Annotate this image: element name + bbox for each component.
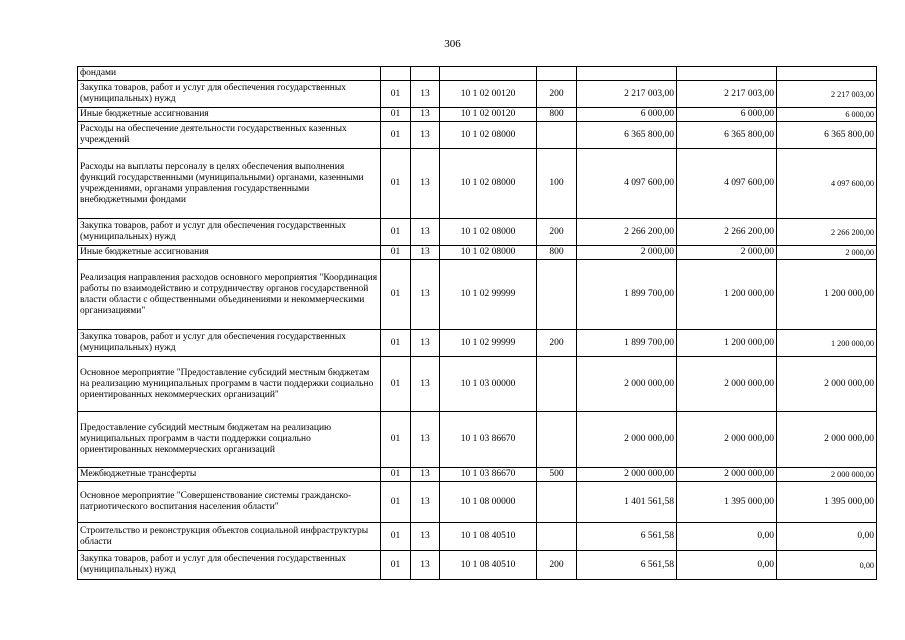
target-article-cell: 10 1 02 00120 (440, 108, 537, 122)
description-cell: Предоставление субсидий местным бюджетам на реализацию муниципальных программ в части поддержки социально ориентированных некоммерческих организаций (78, 412, 381, 468)
description-cell: Закупка товаров, работ и услуг для обеспечения государственных (муниципальных) нужд (78, 219, 381, 246)
amount-year3-cell: 2 000 000,00 (777, 412, 877, 468)
expense-type-cell: 200 (537, 219, 577, 246)
amount-year3-cell: 2 000 000,00 (777, 357, 877, 412)
section-cell: 01 (381, 551, 411, 580)
table-row (78, 67, 877, 81)
table-row (78, 412, 877, 468)
amount-year2-cell: 1 200 000,00 (677, 330, 777, 357)
expense-type-cell (537, 523, 577, 551)
description-cell: фондами (78, 67, 381, 81)
amount-year1-cell (577, 67, 677, 81)
table-row (78, 122, 877, 149)
table-row (78, 482, 877, 523)
target-article-cell: 10 1 08 40510 (440, 551, 537, 580)
amount-year2-cell: 1 395 000,00 (677, 482, 777, 523)
amount-year2-cell: 2 000 000,00 (677, 468, 777, 482)
expense-type-cell (537, 482, 577, 523)
amount-year2-cell: 2 000 000,00 (677, 412, 777, 468)
subsection-cell: 13 (411, 81, 440, 108)
amount-year1-cell: 6 000,00 (577, 108, 677, 122)
expense-type-cell: 200 (537, 81, 577, 108)
description-cell: Иные бюджетные ассигнования (78, 246, 381, 260)
subsection-cell: 13 (411, 482, 440, 523)
amount-year1-cell: 6 561,58 (577, 523, 677, 551)
amount-year1-cell: 2 266 200,00 (577, 219, 677, 246)
amount-year2-cell: 0,00 (677, 523, 777, 551)
subsection-cell: 13 (411, 149, 440, 219)
amount-year2-cell: 6 000,00 (677, 108, 777, 122)
amount-year3-cell: 0,00 (777, 551, 877, 580)
target-article-cell: 10 1 03 86670 (440, 412, 537, 468)
description-cell: Основное мероприятие "Предоставление субсидий местным бюджетам на реализацию муниципальных программ в части поддержки социально ориентированных некоммерческих организаций" (78, 357, 381, 412)
expense-type-cell: 200 (537, 330, 577, 357)
target-article-cell: 10 1 08 00000 (440, 482, 537, 523)
section-cell: 01 (381, 412, 411, 468)
amount-year1-cell: 2 000 000,00 (577, 468, 677, 482)
section-cell: 01 (381, 81, 411, 108)
expense-type-cell (537, 357, 577, 412)
amount-year1-cell: 2 000 000,00 (577, 412, 677, 468)
target-article-cell (440, 67, 537, 81)
subsection-cell: 13 (411, 412, 440, 468)
target-article-cell: 10 1 03 86670 (440, 468, 537, 482)
section-cell: 01 (381, 523, 411, 551)
expense-type-cell: 800 (537, 108, 577, 122)
target-article-cell: 10 1 08 40510 (440, 523, 537, 551)
target-article-cell: 10 1 02 99999 (440, 330, 537, 357)
amount-year3-cell: 4 097 600,00 (777, 149, 877, 219)
table-row (78, 108, 877, 122)
amount-year2-cell: 0,00 (677, 551, 777, 580)
subsection-cell: 13 (411, 219, 440, 246)
amount-year1-cell: 6 561,58 (577, 551, 677, 580)
section-cell (381, 67, 411, 81)
section-cell: 01 (381, 468, 411, 482)
amount-year3-cell: 1 200 000,00 (777, 330, 877, 357)
table-row (78, 219, 877, 246)
table-row (78, 468, 877, 482)
table-row (78, 81, 877, 108)
table-row (78, 357, 877, 412)
expense-type-cell: 800 (537, 246, 577, 260)
amount-year2-cell: 1 200 000,00 (677, 260, 777, 330)
table-row (78, 523, 877, 551)
expense-type-cell (537, 260, 577, 330)
table-row (78, 246, 877, 260)
amount-year2-cell: 2 000,00 (677, 246, 777, 260)
section-cell: 01 (381, 482, 411, 523)
description-cell: Реализация направления расходов основного мероприятия "Координация работы по взаимодействию и сотрудничеству органов государственной власти области с общественными объединениями и некоммерческими организациями" (78, 260, 381, 330)
subsection-cell: 13 (411, 260, 440, 330)
target-article-cell: 10 1 02 08000 (440, 149, 537, 219)
amount-year1-cell: 2 217 003,00 (577, 81, 677, 108)
table-row (78, 149, 877, 219)
expense-type-cell: 200 (537, 551, 577, 580)
expense-type-cell (537, 412, 577, 468)
description-cell: Закупка товаров, работ и услуг для обеспечения государственных (муниципальных) нужд (78, 330, 381, 357)
amount-year2-cell: 2 000 000,00 (677, 357, 777, 412)
subsection-cell: 13 (411, 122, 440, 149)
subsection-cell: 13 (411, 357, 440, 412)
target-article-cell: 10 1 02 08000 (440, 122, 537, 149)
page-number: 306 (444, 38, 461, 50)
target-article-cell: 10 1 02 00120 (440, 81, 537, 108)
amount-year3-cell: 1 395 000,00 (777, 482, 877, 523)
description-cell: Закупка товаров, работ и услуг для обеспечения государственных (муниципальных) нужд (78, 81, 381, 108)
amount-year2-cell: 2 217 003,00 (677, 81, 777, 108)
amount-year1-cell: 4 097 600,00 (577, 149, 677, 219)
description-cell: Расходы на выплаты персоналу в целях обеспечения выполнения функций государственными (муниципальными) органами, казенными учреждениями, органами управления государственными внебюджетными фондами (78, 149, 381, 219)
table-row (78, 330, 877, 357)
budget-table (77, 66, 877, 580)
description-cell: Закупка товаров, работ и услуг для обеспечения государственных (муниципальных) нужд (78, 551, 381, 580)
expense-type-cell: 500 (537, 468, 577, 482)
target-article-cell: 10 1 02 99999 (440, 260, 537, 330)
section-cell: 01 (381, 122, 411, 149)
section-cell: 01 (381, 330, 411, 357)
subsection-cell: 13 (411, 330, 440, 357)
section-cell: 01 (381, 260, 411, 330)
amount-year3-cell: 1 200 000,00 (777, 260, 877, 330)
amount-year1-cell: 1 401 561,58 (577, 482, 677, 523)
description-cell: Расходы на обеспечение деятельности государственных казенных учреждений (78, 122, 381, 149)
amount-year3-cell: 0,00 (777, 523, 877, 551)
target-article-cell: 10 1 03 00000 (440, 357, 537, 412)
subsection-cell: 13 (411, 246, 440, 260)
section-cell: 01 (381, 149, 411, 219)
amount-year3-cell (777, 67, 877, 81)
section-cell: 01 (381, 246, 411, 260)
amount-year3-cell: 2 000,00 (777, 246, 877, 260)
section-cell: 01 (381, 108, 411, 122)
table-row (78, 551, 877, 580)
expense-type-cell: 100 (537, 149, 577, 219)
table-row (78, 260, 877, 330)
description-cell: Иные бюджетные ассигнования (78, 108, 381, 122)
amount-year2-cell: 6 365 800,00 (677, 122, 777, 149)
target-article-cell: 10 1 02 08000 (440, 219, 537, 246)
amount-year1-cell: 2 000 000,00 (577, 357, 677, 412)
amount-year1-cell: 2 000,00 (577, 246, 677, 260)
section-cell: 01 (381, 357, 411, 412)
amount-year2-cell: 4 097 600,00 (677, 149, 777, 219)
amount-year1-cell: 1 899 700,00 (577, 330, 677, 357)
amount-year2-cell (677, 67, 777, 81)
subsection-cell: 13 (411, 523, 440, 551)
expense-type-cell (537, 67, 577, 81)
subsection-cell: 13 (411, 468, 440, 482)
subsection-cell (411, 67, 440, 81)
amount-year3-cell: 2 217 003,00 (777, 81, 877, 108)
description-cell: Межбюджетные трансферты (78, 468, 381, 482)
amount-year3-cell: 2 266 200,00 (777, 219, 877, 246)
expense-type-cell (537, 122, 577, 149)
target-article-cell: 10 1 02 08000 (440, 246, 537, 260)
amount-year3-cell: 6 000,00 (777, 108, 877, 122)
description-cell: Строительство и реконструкция объектов социальной инфраструктуры области (78, 523, 381, 551)
section-cell: 01 (381, 219, 411, 246)
amount-year1-cell: 6 365 800,00 (577, 122, 677, 149)
amount-year3-cell: 6 365 800,00 (777, 122, 877, 149)
amount-year3-cell: 2 000 000,00 (777, 468, 877, 482)
subsection-cell: 13 (411, 551, 440, 580)
description-cell: Основное мероприятие "Совершенствование системы гражданско-патриотического воспитания населения области" (78, 482, 381, 523)
amount-year2-cell: 2 266 200,00 (677, 219, 777, 246)
subsection-cell: 13 (411, 108, 440, 122)
amount-year1-cell: 1 899 700,00 (577, 260, 677, 330)
